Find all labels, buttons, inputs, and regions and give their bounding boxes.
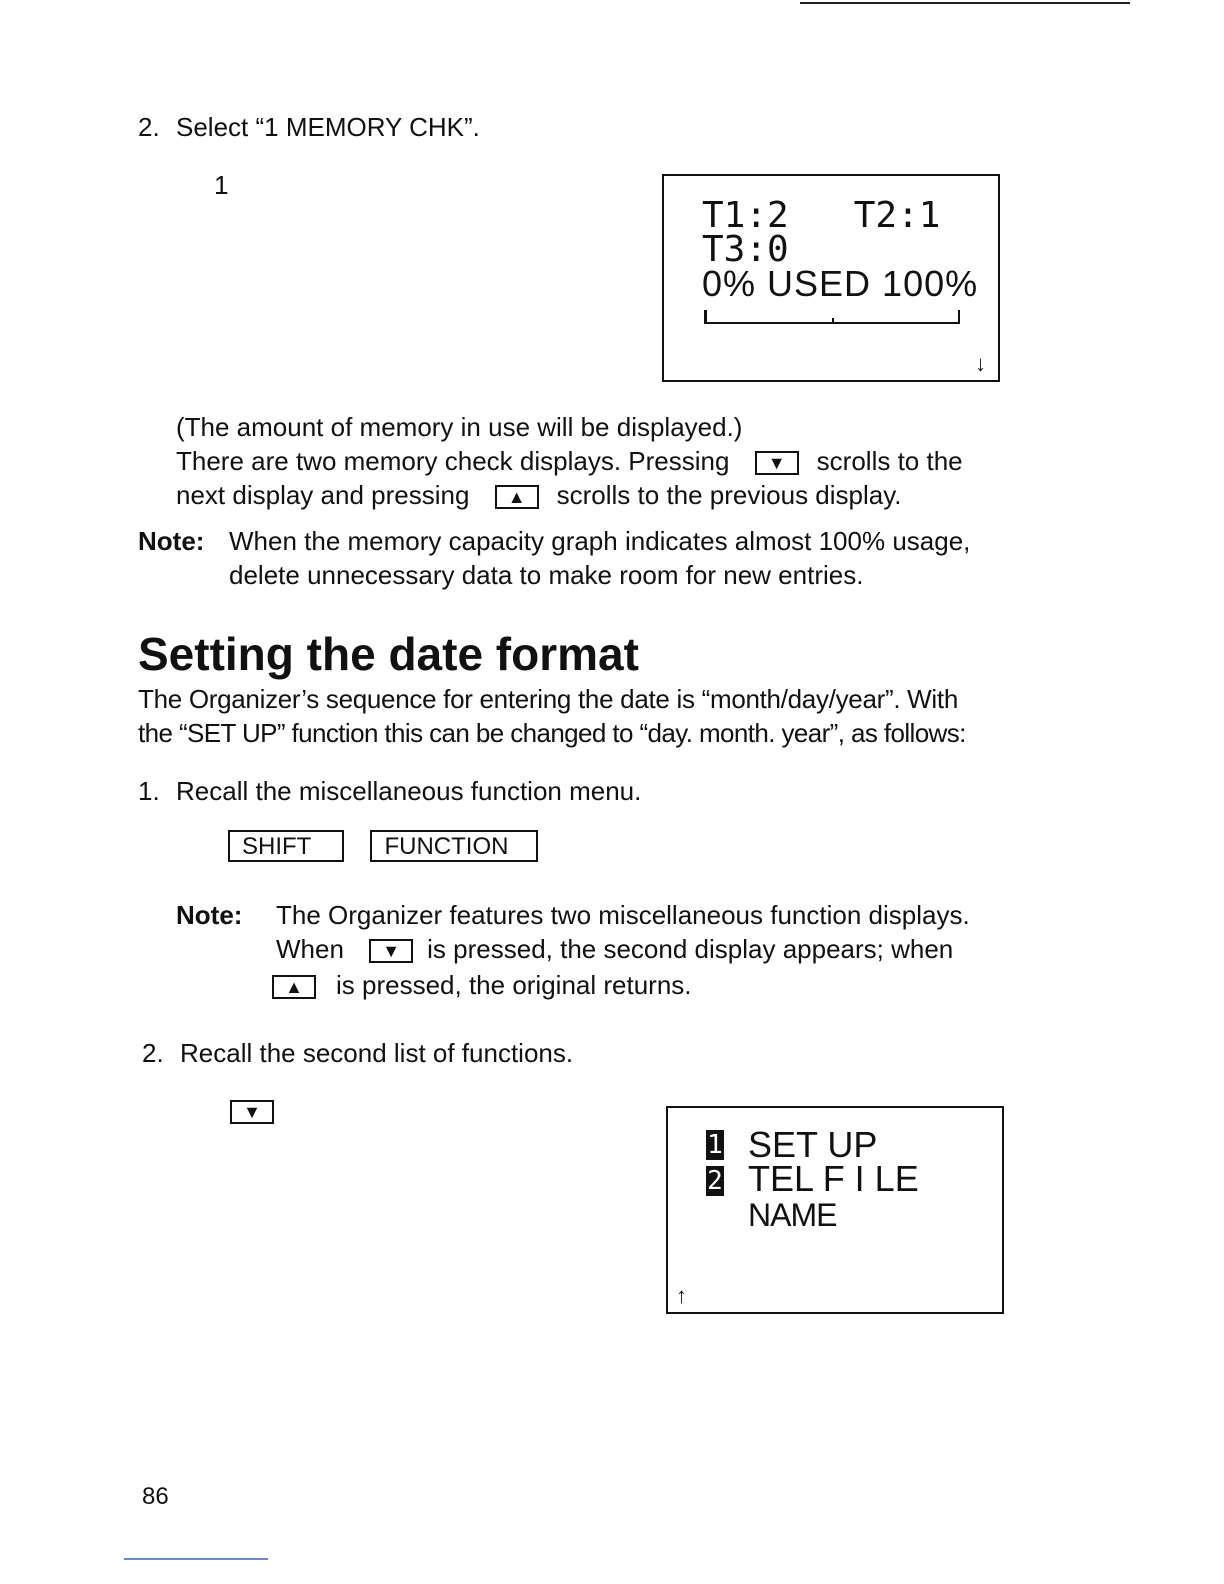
top-rule (800, 2, 1130, 4)
down-arrow-icon: ▼ (767, 453, 786, 474)
menu-item-number-2: 2 (707, 1166, 723, 1196)
para-line-3-a: next display and pressing (176, 480, 470, 510)
para-line-2-a: There are two memory check displays. Pressing (176, 446, 730, 476)
note-2-line-2-a: When (276, 934, 344, 964)
para-line-2 (176, 444, 963, 478)
menu-item-tel-file: TEL F I LE (748, 1158, 919, 1199)
key-sequence (228, 830, 538, 862)
lcd-memory-display (662, 174, 1000, 382)
memory-display-description: (The amount of memory in use will be displayed.) (176, 412, 743, 442)
menu-item-name: NAME (748, 1197, 837, 1233)
note-1-line-1: When the memory capacity graph indicates almost 100% usage, (229, 526, 971, 556)
page-number: 86 (142, 1483, 169, 1510)
memory-usage-bar-midtick (832, 318, 834, 324)
up-key (495, 485, 539, 509)
key-1-label: 1 (214, 170, 229, 200)
step-2-number: 2. (138, 112, 160, 142)
lcd-line-1: T1:2 T2:1 (702, 195, 941, 236)
scroll-up-indicator: ↑ (676, 1283, 687, 1308)
step-1-text: Recall the miscellaneous function menu. (176, 776, 642, 806)
step-2b-number: 2. (142, 1038, 164, 1068)
down-key (755, 451, 799, 475)
para-line-2-b: scrolls to the (816, 446, 963, 476)
intro-line-1: The Organizer’s sequence for entering the date is “month/day/year”. With (138, 684, 958, 714)
note-1-label: Note: (138, 526, 205, 556)
down-arrow-icon: ▼ (382, 941, 401, 962)
shift-key: SHIFT (228, 830, 344, 862)
lcd-function-menu (666, 1106, 1004, 1314)
menu-item-setup: SET UP (748, 1124, 878, 1165)
note-2-line-1: The Organizer features two miscellaneous function displays. (276, 900, 970, 930)
bottom-rule (124, 1558, 268, 1560)
up-arrow-icon: ▲ (285, 977, 303, 998)
down-arrow-icon: ▼ (243, 1102, 261, 1122)
note-2-label: Note: (176, 900, 243, 930)
scroll-down-indicator: ↓ (975, 351, 986, 376)
menu-item-number-1: 1 (707, 1130, 723, 1160)
note-2-line-2-b: is pressed, the second display appears; when (427, 934, 954, 964)
note-2-line-2 (276, 932, 953, 966)
down-key (230, 1100, 274, 1124)
intro-line-2: the “SET UP” function this can be changed to “day. month. year”, as follows: (138, 718, 966, 748)
lcd-line-3: 0% USED 100% (702, 263, 979, 304)
down-key (369, 939, 413, 963)
note-2-line-3 (272, 968, 692, 1002)
up-arrow-icon: ▲ (507, 487, 526, 508)
note-2-line-3-b: is pressed, the original returns. (336, 970, 692, 1000)
para-line-3 (176, 478, 902, 512)
up-key (272, 975, 316, 999)
section-heading: Setting the date format (138, 628, 639, 680)
down-key-standalone (230, 1100, 274, 1124)
note-1-line-2: delete unnecessary data to make room for new entries. (229, 560, 864, 590)
step-2b-text: Recall the second list of functions. (180, 1038, 574, 1068)
step-2-text: Select “1 MEMORY CHK”. (176, 112, 480, 142)
step-1-number: 1. (138, 776, 160, 806)
lcd-line-2: T3:0 (702, 229, 789, 270)
para-line-3-b: scrolls to the previous display. (556, 480, 902, 510)
function-key: FUNCTION (370, 830, 538, 862)
